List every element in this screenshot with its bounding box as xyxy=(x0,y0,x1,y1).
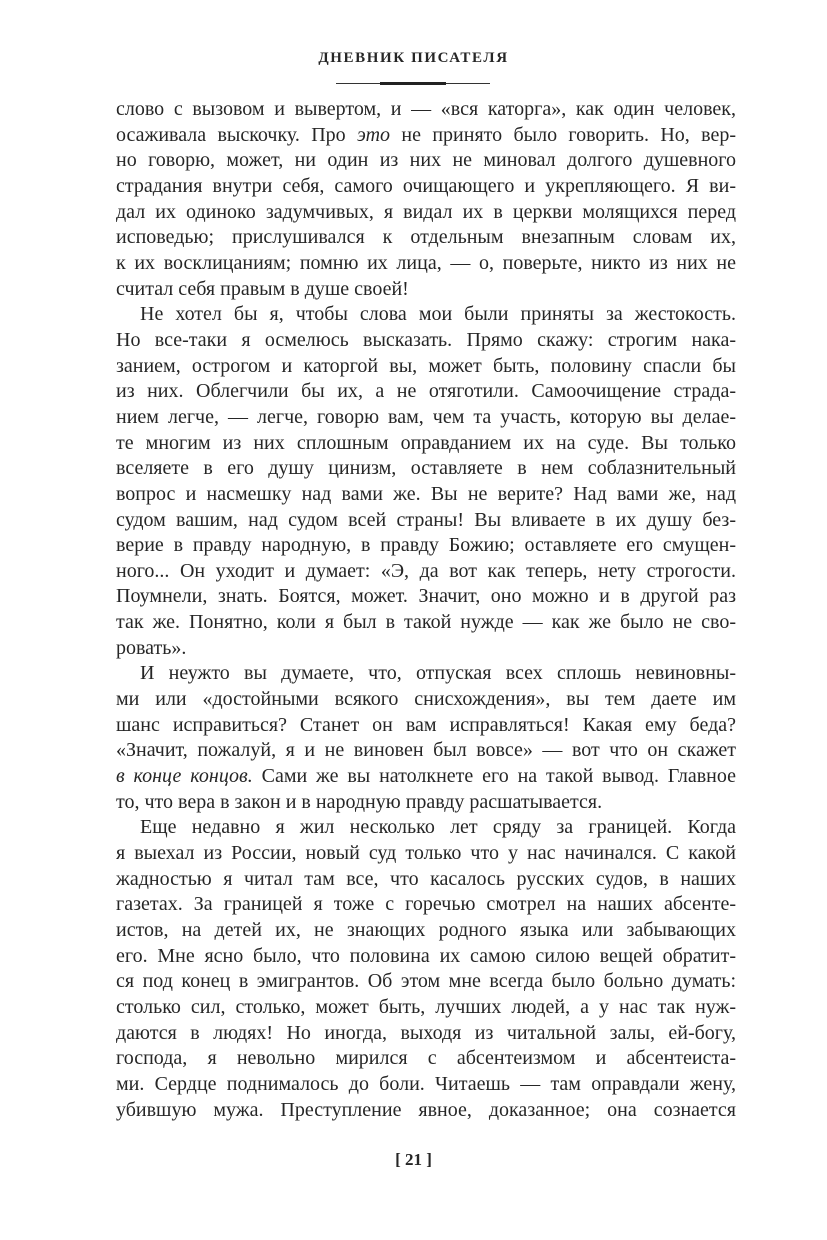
text-line xyxy=(116,431,736,457)
text-segment: «Значит, пожалуй, я и не виновен был вовсе» — вот что он скажет xyxy=(116,739,736,762)
paragraph xyxy=(116,815,736,1123)
text-line xyxy=(116,559,736,585)
text-segment: осаживала выскочку. Про xyxy=(116,123,358,146)
text-line xyxy=(116,764,736,790)
text-line xyxy=(116,482,736,508)
text-line xyxy=(116,405,736,431)
text-line xyxy=(116,97,736,123)
text-segment: вопрос и насмешку над вами же. Вы не верите? Над вами же, над xyxy=(116,482,736,505)
text-segment: к их восклицаниям; помню их лица, — о, поверьте, никто из них не xyxy=(116,251,736,274)
text-segment: занием, острогом и каторгой вы, может быть, половину спасли бы xyxy=(116,354,736,377)
paragraph xyxy=(116,97,736,302)
text-line xyxy=(116,354,736,380)
text-segment: ровать». xyxy=(116,636,187,659)
text-segment: Сами же вы натолкнете его на такой вывод. Главное xyxy=(252,765,736,788)
text-segment: не принято было говорить. Но, вер- xyxy=(390,123,737,146)
text-segment: ми или «достойными всякого снисхождения», вы тем даете им xyxy=(116,688,736,711)
text-line xyxy=(116,328,736,354)
text-line xyxy=(116,148,736,174)
text-segment: ного... Он уходит и думает: «Э, да вот как теперь, нету строгости. xyxy=(116,559,736,582)
text-line xyxy=(116,251,736,277)
text-line xyxy=(116,995,736,1021)
text-segment: считал себя правым в душе своей! xyxy=(116,277,409,300)
text-segment: истов, на детей их, не знающих родного языка или забывающих xyxy=(116,919,736,941)
text-line xyxy=(116,790,736,816)
text-line xyxy=(116,533,736,559)
text-segment: господа, я невольно мирился с абсентеизмом и абсентеиста- xyxy=(116,1047,736,1070)
text-line xyxy=(116,1072,736,1098)
text-segment: те многим из них сплошным оправданием их на суде. Вы только xyxy=(116,431,736,454)
text-segment: даются в людях! Но иногда, выходя из читальной залы, ей-богу, xyxy=(116,1021,736,1044)
text-segment: ся под конец в эмигрантов. Об этом мне всегда было больно думать: xyxy=(116,970,736,993)
text-segment: но говорю, может, ни один из них не миновал долгого душевного xyxy=(116,149,736,172)
text-line xyxy=(116,815,736,841)
text-segment: вселяете в его душу цинизм, оставляете в нем соблазнительный xyxy=(116,457,736,480)
text-line xyxy=(116,918,736,944)
text-segment: столько сил, столько, может быть, лучших людей, а у нас так нуж- xyxy=(116,995,736,1018)
text-segment: страдания внутри себя, самого очищающего и укрепляющего. Я ви- xyxy=(116,174,736,197)
text-line xyxy=(116,738,736,764)
text-line xyxy=(116,661,736,687)
text-segment: его. Мне ясно было, что половина их самою силою вещей обратит- xyxy=(116,944,736,967)
text-line xyxy=(116,508,736,534)
text-line xyxy=(116,1046,736,1072)
text-line xyxy=(116,302,736,328)
text-segment: слово с вызовом и вывертом, и — «вся каторга», как один человек, xyxy=(116,98,736,120)
running-head-title: ДНЕВНИК ПИСАТЕЛЯ xyxy=(318,50,509,66)
text-line xyxy=(116,969,736,995)
text-segment: жадностью я читал там все, что касалось русских судов, в наших xyxy=(116,867,736,890)
body-text xyxy=(116,97,736,1123)
text-segment: верие в правду народную, в правду Божию; оставляете его смущен- xyxy=(116,534,736,557)
text-line xyxy=(116,1021,736,1047)
text-segment: Не хотел бы я, чтобы слова мои были приняты за жестокость. xyxy=(140,303,736,326)
paragraph xyxy=(116,661,736,815)
paragraph xyxy=(116,302,736,661)
text-segment: судом вашим, над судом всей страны! Вы вливаете в их душу без- xyxy=(116,508,736,531)
text-line xyxy=(116,1098,736,1124)
text-segment: ми. Сердце поднималось до боли. Читаешь — там оправдали жену, xyxy=(116,1072,736,1095)
text-segment: нием легче, — легче, говорю вам, чем та участь, которую вы делае- xyxy=(116,405,736,428)
text-line xyxy=(116,174,736,200)
page-number: [ 21 ] xyxy=(395,1150,432,1169)
text-line xyxy=(116,867,736,893)
italic-text: в конце концов. xyxy=(116,765,253,788)
text-segment: из них. Облегчили бы их, а не отяготили. Самоочищение страда- xyxy=(116,380,736,403)
text-segment: шанс исправиться? Станет он вам исправляться! Какая ему беда? xyxy=(116,713,736,736)
text-line xyxy=(116,636,736,662)
text-segment: И неужто вы думаете, что, отпуская всех сплошь невиновны- xyxy=(140,662,736,685)
text-line xyxy=(116,277,736,303)
text-line xyxy=(116,123,736,149)
text-segment: убившую мужа. Преступление явное, доказанное; она сознается xyxy=(116,1098,736,1121)
text-segment: я выехал из России, новый суд только что у нас начинался. С какой xyxy=(116,842,736,865)
text-line xyxy=(116,841,736,867)
text-line xyxy=(116,687,736,713)
text-segment: дал их одиноко задумчивых, я видал их в церкви молящихся перед xyxy=(116,200,736,223)
text-segment: газетах. За границей я тоже с горечью смотрел на наших абсенте- xyxy=(116,893,736,916)
text-line xyxy=(116,379,736,405)
text-segment: Еще недавно я жил несколько лет сряду за границей. Когда xyxy=(140,816,736,839)
text-segment: Поумнели, знать. Боятся, может. Значит, оно можно и в другой раз xyxy=(116,585,736,608)
text-line xyxy=(116,225,736,251)
text-segment: так же. Понятно, коли я был в такой нужде — как же было не сво- xyxy=(116,611,736,634)
text-segment: то, что вера в закон и в народную правду расшатывается. xyxy=(116,790,603,813)
text-line xyxy=(116,892,736,918)
header-rule-ornament xyxy=(380,82,446,85)
italic-text: это xyxy=(357,123,391,146)
text-line xyxy=(116,456,736,482)
text-line xyxy=(116,713,736,739)
text-line xyxy=(116,584,736,610)
text-line xyxy=(116,944,736,970)
text-line xyxy=(116,200,736,226)
text-segment: Но все-таки я осмелюсь высказать. Прямо скажу: строгим нака- xyxy=(116,328,736,351)
text-segment: исповедью; прислушивался к отдельным внезапным словам их, xyxy=(116,226,736,249)
text-line xyxy=(116,610,736,636)
